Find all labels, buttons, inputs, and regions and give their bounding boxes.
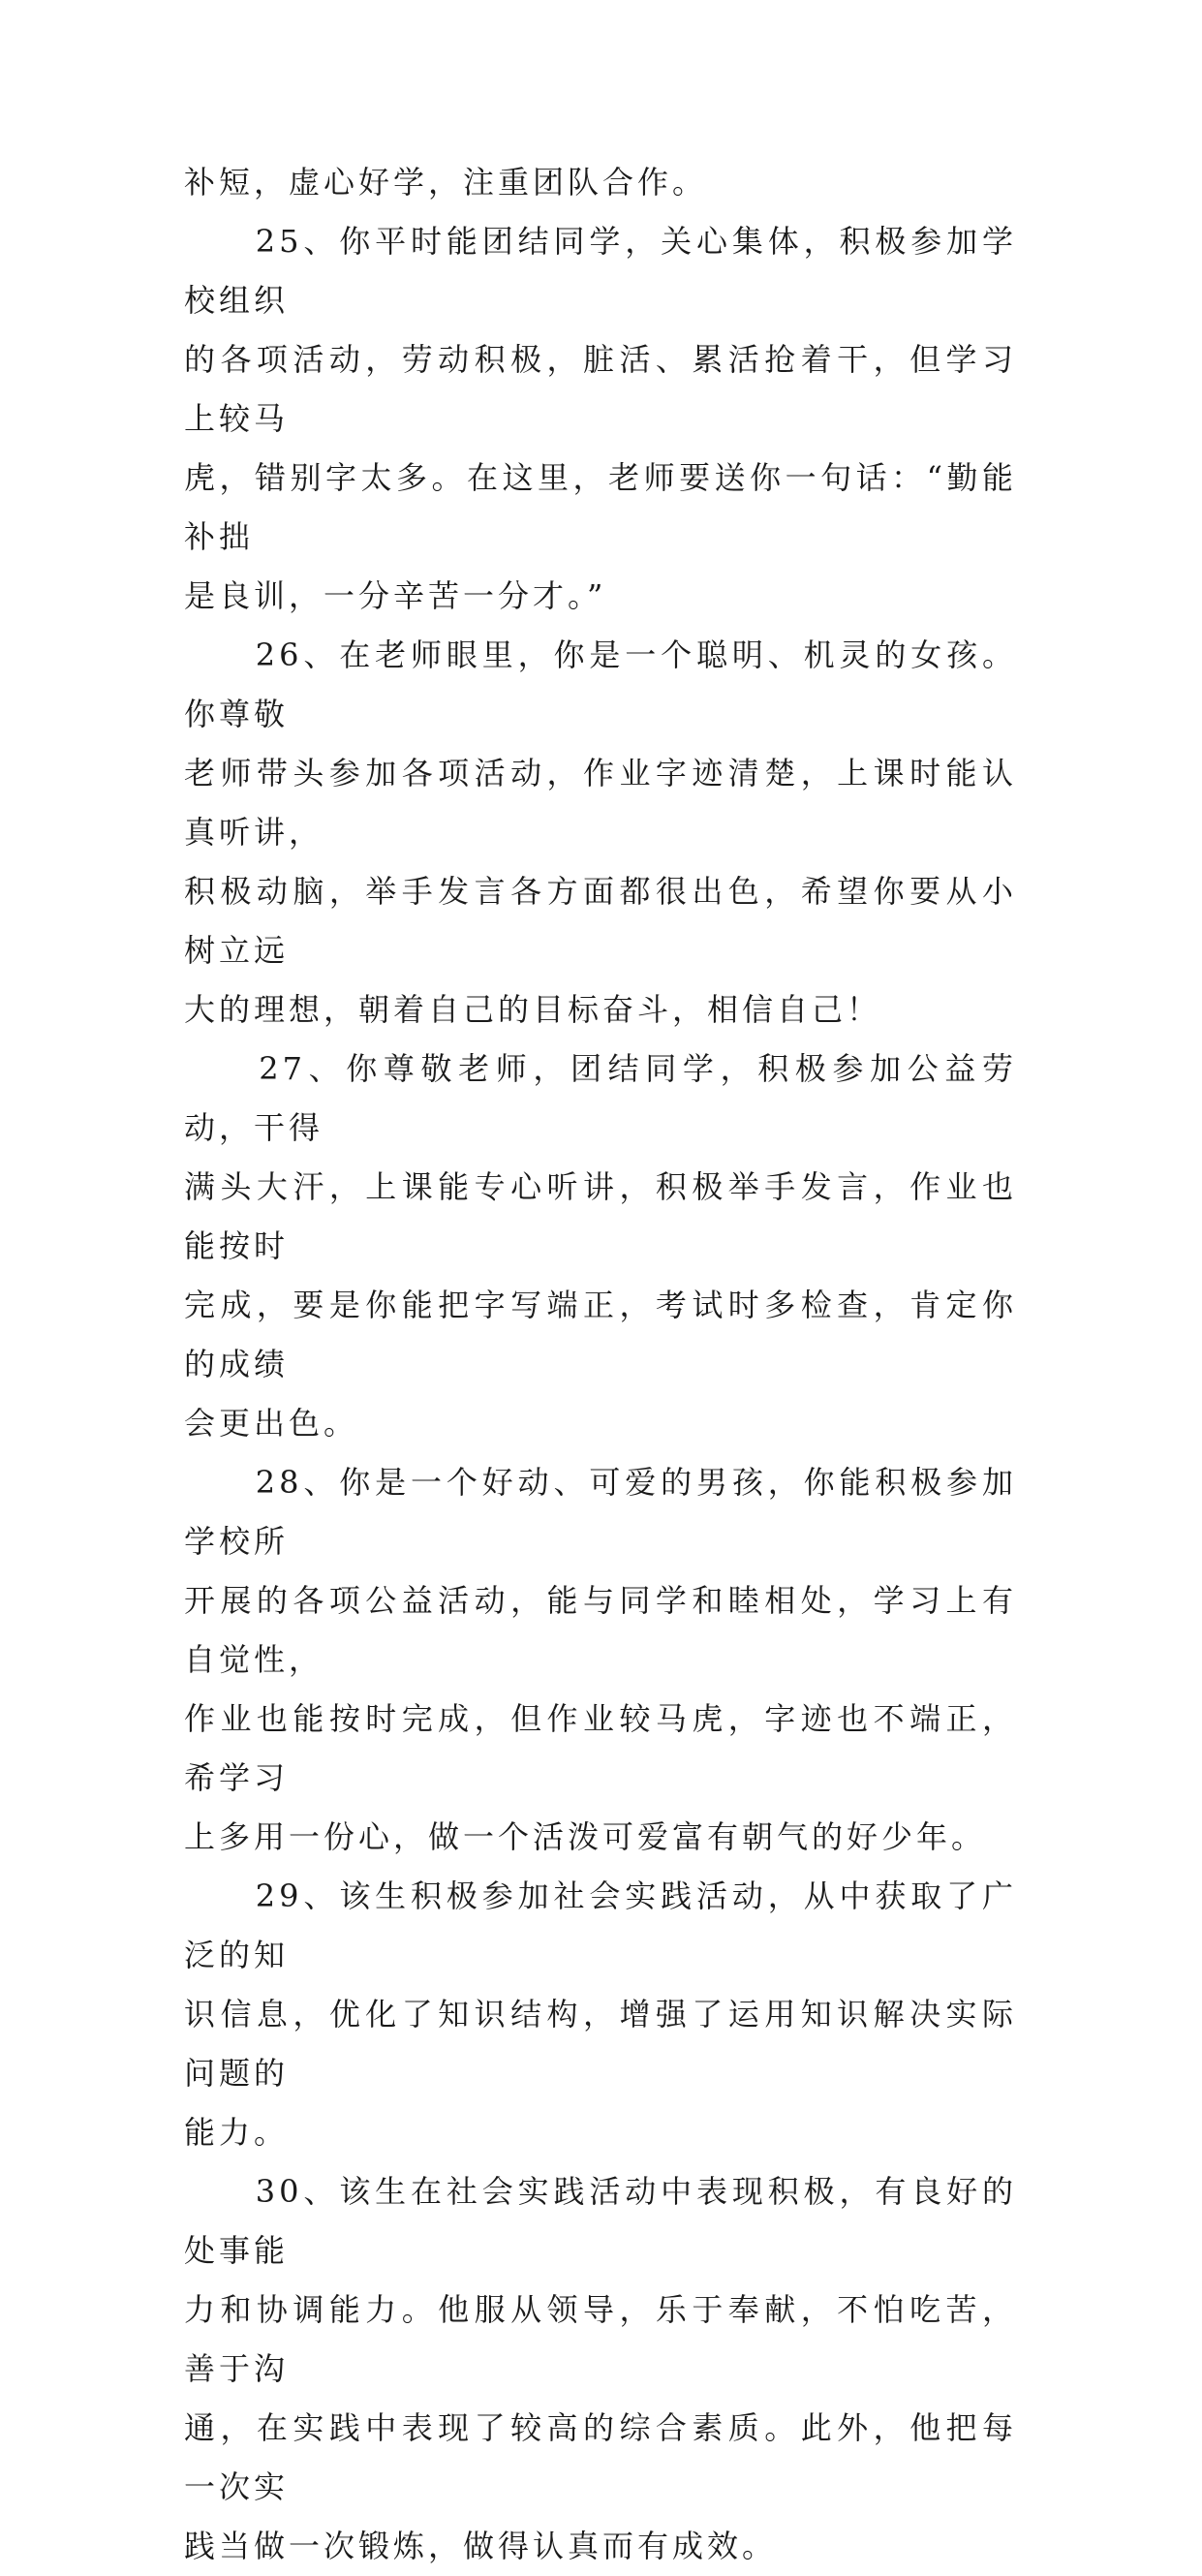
paragraph-comment-28: 28、你是一个好动、可爱的男孩，你能积极参加学校所 开展的各项公益活动，能与同学和睦相处，学习上有自觉性， 作业也能按时完成，但作业较马虎，字迹也不端正，希学习 上多用一份心，做一个活泼可爱富有朝气的好少年。 (184, 1464, 1017, 1855)
paragraph-comment-25: 25、你平时能团结同学，关心集体，积极参加学校组织 的各项活动，劳动积极，脏活、累活抢着干，但学习上较马 虎，错别字太多。在这里，老师要送你一句话：“勤能补拙 是良训，一分辛苦一分才。” (184, 223, 1017, 614)
paragraph-comment-30: 30、该生在社会实践活动中表现积极，有良好的处事能 力和协调能力。他服从领导，乐于奉献，不怕吃苦，善于沟 通，在实践中表现了较高的综合素质。此外，他把每一次实 践当做一次锻炼，做得认真而有成效。 (184, 2173, 1017, 2564)
document-body (184, 153, 1017, 2576)
paragraph-comment-27: 27、你尊敬老师，团结同学，积极参加公益劳动，干得 满头大汗，上课能专心听讲，积极举手发言，作业也能按时 完成，要是你能把字写端正，考试时多检查，肯定你的成绩 会更出色。 (184, 1050, 1017, 1442)
paragraph-comment-26: 26、在老师眼里，你是一个聪明、机灵的女孩。你尊敬 老师带头参加各项活动，作业字迹清楚，上课时能认真听讲， 积极动脑，举手发言各方面都很出色，希望你要从小树立远 大的理想，朝着自己的目标奋斗，相信自己！ (184, 636, 1017, 1028)
paragraph-comment-29: 29、该生积极参加社会实践活动，从中获取了广泛的知 识信息，优化了知识结构，增强了运用知识解决实际问题的 能力。 (184, 1878, 1017, 2151)
paragraph-continuation: 补短，虚心好学，注重团队合作。 (184, 164, 708, 201)
